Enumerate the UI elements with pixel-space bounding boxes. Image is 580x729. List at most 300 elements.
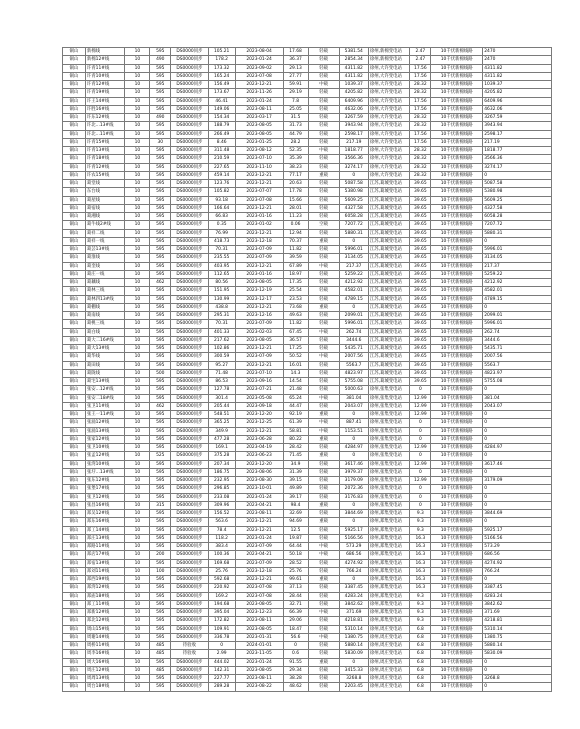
table-cell: 165.24	[208, 72, 235, 80]
table-cell: 383.4	[208, 543, 235, 551]
table-cell: 2023-12-21	[235, 526, 283, 534]
table-cell: 595	[150, 180, 171, 188]
table-cell: 296.85	[208, 485, 235, 493]
table-cell: 铜山	[63, 493, 86, 501]
table-cell: 39.65	[410, 237, 431, 245]
table-cell: 39.65	[410, 295, 431, 303]
table-cell: 10千伏新棉线路	[431, 229, 483, 237]
table-cell: 10	[125, 204, 150, 212]
table-cell: 16.3	[410, 576, 431, 584]
table-cell: 65.24	[283, 394, 308, 402]
table-cell: 10	[125, 683, 150, 691]
table-cell: 铜山	[63, 460, 86, 468]
table-cell: 438.8	[208, 303, 235, 311]
table-cell: 2023-12-20	[235, 411, 283, 419]
table-cell: 490	[150, 114, 171, 122]
table-row	[63, 138, 552, 146]
table-cell: 1380.75	[339, 633, 368, 641]
table-cell: 铜山	[63, 81, 86, 89]
table-cell: 78.4	[208, 526, 235, 534]
table-cell: 10千伏新棉线路	[431, 642, 483, 650]
table-cell: 铜山	[63, 312, 86, 320]
table-cell: DS0000同步	[171, 526, 208, 534]
table-row	[63, 114, 552, 122]
table-cell: 70.31	[208, 320, 235, 328]
table-cell: 轻载	[308, 526, 339, 534]
table-cell: 铜山	[63, 213, 86, 221]
table-cell: 5830.09	[483, 650, 552, 658]
table-cell: 江苏,葛城变电站	[368, 246, 410, 254]
table-cell: 2007.56	[483, 353, 552, 361]
table-cell: 10千伏新棉线路	[431, 64, 483, 72]
table-cell: 10	[125, 369, 150, 377]
table-cell: 10千伏新棉线路	[431, 89, 483, 97]
table-cell: 徐州,大许变电站	[368, 105, 410, 113]
table-cell: 10千伏新棉线路	[431, 675, 483, 683]
table-cell: 0	[339, 435, 368, 443]
table-cell: DS0000同步	[171, 666, 208, 674]
table-cell: 10千伏新棉线路	[431, 328, 483, 336]
table-row	[63, 526, 552, 534]
table-cell: 595	[150, 81, 171, 89]
table-cell: 江苏,葛城变电站	[368, 303, 410, 311]
table-cell: 2023-07-09	[235, 543, 283, 551]
table-cell: 徐州,大许变电站	[368, 122, 410, 130]
table-cell: 39.65	[410, 196, 431, 204]
table-cell: 595	[150, 303, 171, 311]
table-cell: 5259.22	[483, 270, 552, 278]
table-cell: 2023-12-16	[235, 312, 283, 320]
table-cell: 11.82	[283, 246, 308, 254]
table-row	[63, 97, 552, 105]
table-cell: DS0000同步	[171, 460, 208, 468]
table-cell: 4823.97	[339, 369, 368, 377]
table-cell: 39.65	[410, 378, 431, 386]
table-cell: 28.44	[283, 592, 308, 600]
table-cell: 周桥11#线	[85, 642, 125, 650]
table-cell: 中载	[308, 394, 339, 402]
table-cell: 江苏,葛城变电站	[368, 270, 410, 278]
table-cell: 39.65	[410, 204, 431, 212]
table-cell: 0	[339, 411, 368, 419]
table-cell: 10	[125, 658, 150, 666]
table-cell: 10千伏新棉线路	[431, 130, 483, 138]
table-cell: 铜山	[63, 48, 86, 56]
table-cell: 188.79	[208, 122, 235, 130]
table-cell: 葛大13#线	[85, 345, 125, 353]
table-cell: 铜山	[63, 683, 86, 691]
table-cell: 39.65	[410, 361, 431, 369]
table-cell: 0	[339, 171, 368, 179]
table-cell: DS0000同步	[171, 402, 208, 410]
table-cell: 铜山	[63, 576, 86, 584]
table-cell: 10千伏新棉线路	[431, 345, 483, 353]
table-cell: 轻载	[308, 114, 339, 122]
table-cell: 待验收	[171, 650, 208, 658]
table-cell: 0	[483, 171, 552, 179]
table-cell: 109.91	[208, 625, 235, 633]
table-cell: 595	[150, 625, 171, 633]
table-cell: 595	[150, 510, 171, 518]
table-cell: 徐州,周庄变电站	[368, 666, 410, 674]
table-cell: DS0000同步	[171, 427, 208, 435]
table-cell: DS0000同步	[171, 600, 208, 608]
table-cell: 葛庄一线	[85, 270, 125, 278]
table-row	[63, 64, 552, 72]
table-cell: 2.99	[208, 650, 235, 658]
table-cell: 10千伏新棉线路	[431, 567, 483, 575]
table-cell: 江苏,葛城变电站	[368, 196, 410, 204]
table-cell: 徐州,郑集变电站	[368, 518, 410, 526]
table-cell: 10千伏新棉线路	[431, 617, 483, 625]
table-cell: 210.59	[208, 155, 235, 163]
table-cell: 葛华线	[85, 353, 125, 361]
table-cell: 5996.01	[483, 320, 552, 328]
table-cell: 2024-01-01	[235, 642, 283, 650]
table-row	[63, 188, 552, 196]
table-cell: 766.24	[483, 567, 552, 575]
table-cell: 郑庙18#线	[85, 592, 125, 600]
table-cell: 铜山	[63, 320, 86, 328]
table-cell: 217.37	[483, 262, 552, 270]
table-cell: 10	[125, 609, 150, 617]
table-cell: 3415.33	[339, 666, 368, 674]
table-cell: 10	[125, 675, 150, 683]
table-cell: 2023-01-24	[235, 97, 283, 105]
table-cell: 10千伏新棉线路	[431, 518, 483, 526]
table-cell: DS0000同步	[171, 122, 208, 130]
table-cell: 2023-01-24	[235, 56, 283, 64]
table-cell: 轻载	[308, 246, 339, 254]
table-cell: 重载	[308, 411, 339, 419]
table-cell: 轻载	[308, 295, 339, 303]
table-cell: 10	[125, 221, 150, 229]
table-cell: 铜山	[63, 501, 86, 509]
table-cell: 595	[150, 584, 171, 592]
table-cell: 217.37	[339, 262, 368, 270]
table-cell: 周周13#线	[85, 675, 125, 683]
table-cell: 3943.94	[339, 122, 368, 130]
table-cell: 2023-01-24	[235, 534, 283, 542]
table-cell: 10	[125, 303, 150, 311]
table-cell: 99.61	[283, 576, 308, 584]
table-cell: 3617.46	[483, 460, 552, 468]
table-row	[63, 518, 552, 526]
table-cell: 郑吴12#线	[85, 510, 125, 518]
table-row	[63, 510, 552, 518]
table-cell: 595	[150, 171, 171, 179]
table-cell: 10千伏新棉线路	[431, 97, 483, 105]
table-cell: 36.57	[283, 336, 308, 344]
table-cell: 28.32	[410, 122, 431, 130]
table-cell: DS0000同步	[171, 72, 208, 80]
table-cell: 595	[150, 287, 171, 295]
table-cell: 铜山	[63, 510, 86, 518]
table-row	[63, 584, 552, 592]
table-cell: 17.78	[283, 188, 308, 196]
table-cell: 铜山	[63, 163, 86, 171]
table-cell: 10千伏新棉线路	[431, 320, 483, 328]
table-cell: 61.39	[283, 419, 308, 427]
table-cell: 徐州,张集变电站	[368, 386, 410, 394]
table-cell: 311.48	[208, 147, 235, 155]
table-cell: 徐州,新棉变电站	[368, 48, 410, 56]
table-cell: 2023-08-11	[235, 617, 283, 625]
table-cell: 10	[125, 402, 150, 410]
table-cell: 2023-12-21	[235, 229, 283, 237]
table-cell: 381.04	[483, 394, 552, 402]
table-cell: 0	[483, 303, 552, 311]
table-cell: 10千伏新棉线路	[431, 336, 483, 344]
table-cell: 10	[125, 485, 150, 493]
table-cell: 铜山	[63, 584, 86, 592]
table-cell: 徐州,大许变电站	[368, 97, 410, 105]
table-cell: 52.35	[283, 147, 308, 155]
table-cell: 轻载	[308, 287, 339, 295]
table-cell: 5830.09	[339, 650, 368, 658]
table-cell: 10千伏新棉线路	[431, 295, 483, 303]
table-cell: 4632.06	[339, 105, 368, 113]
table-row	[63, 600, 552, 608]
table-cell: 徐州,张集变电站	[368, 501, 410, 509]
table-cell: 2023-08-05	[235, 336, 283, 344]
table-cell: 10千伏新棉线路	[431, 122, 483, 130]
table-cell: 10	[125, 270, 150, 278]
table-cell: 铜山	[63, 642, 86, 650]
table-cell: 0	[410, 468, 431, 476]
table-cell: 595	[150, 543, 171, 551]
table-cell: 轻载	[308, 559, 339, 567]
table-cell: 江苏,葛城变电站	[368, 262, 410, 270]
table-cell: 轻载	[308, 122, 339, 130]
table-cell: 轻载	[308, 196, 339, 204]
table-cell: 2023-12-17	[235, 295, 283, 303]
table-cell: 2023-07-09	[235, 254, 283, 262]
table-cell: 铜山	[63, 444, 86, 452]
table-cell: 铜山	[63, 237, 86, 245]
table-cell: 新棉线	[85, 48, 125, 56]
table-cell: DS0000同步	[171, 378, 208, 386]
table-cell: 262.74	[339, 328, 368, 336]
table-cell: 28.32	[410, 89, 431, 97]
table-cell: 10千伏新棉线路	[431, 237, 483, 245]
table-cell: 10千伏新棉线路	[431, 666, 483, 674]
table-cell: 10	[125, 427, 150, 435]
table-cell: 10	[125, 48, 150, 56]
table-cell: 徐州,大许变电站	[368, 147, 410, 155]
table-cell: 许青13#线	[85, 147, 125, 155]
table-cell: 11.23	[283, 213, 308, 221]
table-row	[63, 254, 552, 262]
table-cell: 3268.8	[339, 675, 368, 683]
table-cell: 10	[125, 171, 150, 179]
table-cell: 10千伏新棉线路	[431, 246, 483, 254]
table-row	[63, 237, 552, 245]
table-cell: 2023-01-16	[235, 213, 283, 221]
table-cell: 江苏,葛城变电站	[368, 328, 410, 336]
table-cell: DS0000同步	[171, 287, 208, 295]
table-cell: 10千伏新棉线路	[431, 510, 483, 518]
table-cell: 6.8	[410, 675, 431, 683]
table-cell: 2023-08-11	[235, 510, 283, 518]
table-cell: 许北...13#线	[85, 122, 125, 130]
table-cell: 66.39	[283, 609, 308, 617]
table-cell: 0	[410, 435, 431, 443]
table-cell: 徐州,大许变电站	[368, 81, 410, 89]
table-cell: 0	[339, 303, 368, 311]
table-cell: 待验收	[171, 642, 208, 650]
table-cell: DS0000同步	[171, 246, 208, 254]
table-cell: 6058.28	[483, 213, 552, 221]
table-cell: 3134.05	[339, 254, 368, 262]
table-cell: 10千伏新棉线路	[431, 658, 483, 666]
table-cell: 14.54	[283, 378, 308, 386]
table-cell: 0	[339, 518, 368, 526]
table-cell: 25.54	[283, 287, 308, 295]
table-cell: 48.62	[283, 683, 308, 691]
table-cell: 徐州,张集变电站	[368, 485, 410, 493]
table-cell: 徐州,郑集变电站	[368, 617, 410, 625]
table-cell: 80.56	[208, 279, 235, 287]
table-cell: 重载	[308, 658, 339, 666]
table-row	[63, 221, 552, 229]
table-cell: 112.65	[208, 270, 235, 278]
table-cell: 许青19#线	[85, 89, 125, 97]
table-cell: 172.82	[208, 617, 235, 625]
table-cell: 2023-12-21	[235, 171, 283, 179]
table-cell: 28.01	[283, 204, 308, 212]
table-cell: 3274.17	[339, 163, 368, 171]
table-cell: 70.37	[283, 237, 308, 245]
table-cell: 10	[125, 229, 150, 237]
table-cell: 10千伏新棉线路	[431, 81, 483, 89]
table-cell: 9.3	[410, 518, 431, 526]
table-cell: 2023-07-21	[235, 386, 283, 394]
table-cell: DS0000同步	[171, 254, 208, 262]
table-cell: 12.99	[410, 460, 431, 468]
table-cell: 3844.69	[339, 510, 368, 518]
table-cell: DS0000同步	[171, 188, 208, 196]
table-cell: 86.53	[208, 378, 235, 386]
table-cell: 铜山	[63, 204, 86, 212]
table-cell: 71.45	[283, 452, 308, 460]
table-cell: 铜山	[63, 221, 86, 229]
table-cell: 2023-12-21	[235, 361, 283, 369]
table-cell: DS0000同步	[171, 270, 208, 278]
table-cell: DS0000同步	[171, 633, 208, 641]
table-cell: DS0000同步	[171, 155, 208, 163]
table-cell: 张昌16#线	[85, 501, 125, 509]
table-cell: 1153.51	[339, 427, 368, 435]
table-cell: 4274.92	[483, 559, 552, 567]
table-cell: 17.35	[283, 279, 308, 287]
table-cell: 12.94	[283, 229, 308, 237]
table-cell: 张东12#线	[85, 477, 125, 485]
table-cell: 轻载	[308, 279, 339, 287]
table-cell: 10千伏新棉线路	[431, 147, 483, 155]
table-cell: 4789.15	[339, 295, 368, 303]
table-cell: 2023-08-05	[235, 625, 283, 633]
table-cell: 35.39	[283, 155, 308, 163]
table-cell: 4582.01	[483, 287, 552, 295]
table-cell: 32.69	[283, 510, 308, 518]
table-cell: 10	[125, 89, 150, 97]
table-cell: 10千伏新棉线路	[431, 386, 483, 394]
table-cell: 轻载	[308, 625, 339, 633]
table-row	[63, 303, 552, 311]
table-cell: 10	[125, 97, 150, 105]
table-cell: 3179.09	[483, 477, 552, 485]
table-cell: 592.68	[208, 576, 235, 584]
table-cell: 江苏,葛城变电站	[368, 180, 410, 188]
table-cell: 2023-12-21	[235, 427, 283, 435]
table-cell: 2023-04-19	[235, 444, 283, 452]
table-row	[63, 328, 552, 336]
table-cell: 重载	[308, 435, 339, 443]
table-cell: 29.13	[283, 64, 308, 72]
table-cell: 2023-12-21	[235, 518, 283, 526]
table-cell: 28.32	[410, 171, 431, 179]
table-cell: 2023-12-21	[235, 204, 283, 212]
table-cell: 铜山	[63, 427, 86, 435]
table-cell: 轻载	[308, 64, 339, 72]
table-cell: 轻载	[308, 130, 339, 138]
table-cell: 10	[125, 642, 150, 650]
table-row	[63, 567, 552, 575]
table-cell: 10千伏新棉线路	[431, 576, 483, 584]
table-cell: 595	[150, 130, 171, 138]
table-cell: 595	[150, 493, 171, 501]
table-cell: DS0000同步	[171, 147, 208, 155]
table-cell: 2023-07-08	[235, 584, 283, 592]
table-cell: 轻载	[308, 72, 339, 80]
table-cell: DS0000同步	[171, 328, 208, 336]
table-cell: 10	[125, 435, 150, 443]
table-cell: 10	[125, 419, 150, 427]
table-cell: 10	[125, 180, 150, 188]
table-cell: 10	[125, 633, 150, 641]
table-row	[63, 452, 552, 460]
table-cell: 595	[150, 328, 171, 336]
table-cell: 200	[150, 551, 171, 559]
table-cell: 轻载	[308, 675, 339, 683]
table-cell: 10千伏新棉线路	[431, 270, 483, 278]
table-cell: 39.65	[410, 246, 431, 254]
table-cell: 轻载	[308, 155, 339, 163]
table-cell: 葛大二16#线	[85, 336, 125, 344]
table-cell: 80.22	[283, 435, 308, 443]
table-cell: 142.31	[208, 666, 235, 674]
table-cell: 空载	[308, 221, 339, 229]
table-cell: 0	[410, 386, 431, 394]
table-cell: 17.56	[410, 97, 431, 105]
table-cell: DS0000同步	[171, 81, 208, 89]
table-row	[63, 56, 552, 64]
table-cell: 10千伏新棉线路	[431, 493, 483, 501]
table-cell: 23.53	[283, 295, 308, 303]
table-cell: 39.65	[410, 279, 431, 287]
table-cell: 2023-01-16	[235, 270, 283, 278]
table-cell: 39.65	[410, 229, 431, 237]
table-cell: 595	[150, 633, 171, 641]
table-cell: 2099.01	[483, 312, 552, 320]
table-cell: 郑工14#线	[85, 526, 125, 534]
table-cell: 31.5	[283, 114, 308, 122]
table-cell: 10	[125, 411, 150, 419]
table-cell: DS0000同步	[171, 353, 208, 361]
table-cell: 铜山	[63, 89, 86, 97]
table-cell: 徐州,张集变电站	[368, 452, 410, 460]
